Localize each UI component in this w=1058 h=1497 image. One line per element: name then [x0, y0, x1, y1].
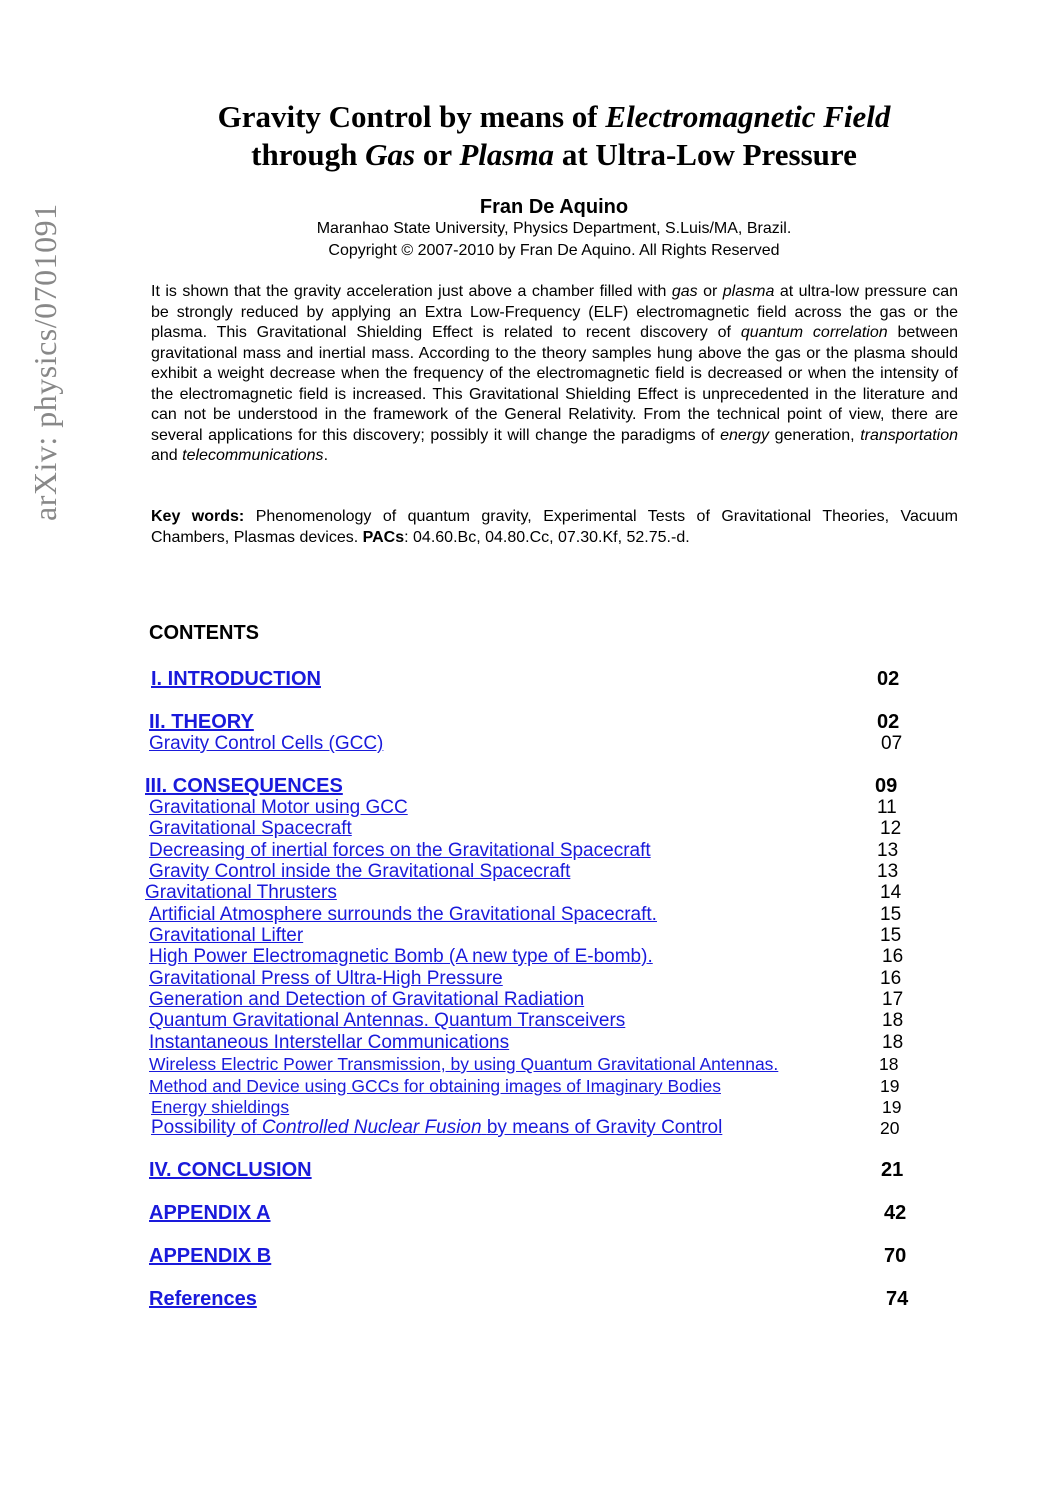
toc-page-number: 17 [882, 989, 904, 1010]
toc-page-number: 13 [877, 840, 899, 861]
abstract-text: or [703, 283, 718, 300]
title-text: through [251, 137, 358, 172]
toc-link[interactable]: IV. CONCLUSION [149, 1159, 312, 1181]
toc-page-number: 18 [882, 1032, 904, 1053]
toc-entry-gravity-control-spacecraft[interactable] [149, 861, 909, 883]
toc-page-number: 15 [880, 904, 902, 925]
toc-page-number: 21 [881, 1159, 904, 1181]
toc-link-text-italic[interactable]: Controlled Nuclear Fusion [261, 1117, 482, 1138]
toc-link[interactable]: Instantaneous Interstellar Communications [149, 1032, 510, 1053]
toc-entry-imaginary-bodies[interactable] [149, 1075, 909, 1097]
toc-page-number: 20 [880, 1118, 900, 1138]
toc-page-number: 15 [880, 925, 902, 946]
title-text-italic: Plasma [459, 137, 555, 172]
toc-entry-gravitational-radiation[interactable] [149, 989, 909, 1011]
toc-entry-gravitational-motor[interactable] [149, 797, 909, 819]
toc-page-number: 12 [880, 818, 902, 839]
toc-entry-lifter[interactable] [149, 925, 909, 947]
toc-page-number: 02 [877, 668, 900, 690]
toc-link[interactable]: Artificial Atmosphere surrounds the Gravitational Spacecraft. [149, 904, 657, 925]
toc-entry-e-bomb[interactable] [149, 946, 909, 968]
title-text: at Ultra-Low Pressure [561, 137, 857, 172]
abstract-text: at ultra-low pressure can be strongly reduced by applying an Extra Low-Frequency (ELF) electromagnetic field across the gas or the plasma. This Gravitational Shielding Effect is related to recent discovery of [151, 283, 959, 341]
abstract-text: generation, [774, 426, 855, 444]
keywords-text: Phenomenology of quantum gravity, Experimental Tests of Gravitational Theories, Vacuum Chambers, Plasmas devices. [151, 508, 958, 546]
abstract-text: . [323, 447, 329, 464]
toc-link[interactable]: Gravity Control Cells (GCC) [149, 733, 384, 754]
toc-link[interactable]: APPENDIX A [149, 1202, 271, 1224]
toc-entry-interstellar[interactable] [149, 1032, 909, 1054]
pacs-label: PACs [362, 528, 405, 546]
toc-link[interactable]: Gravitational Lifter [149, 925, 304, 946]
toc-link[interactable]: III. CONSEQUENCES [145, 775, 343, 797]
abstract [151, 282, 958, 467]
author-name: Fran De Aquino [479, 196, 629, 218]
author-affiliation: Maranhao State University, Physics Department, S.Luis/MA, Brazil. [316, 220, 792, 237]
toc-link[interactable]: I. INTRODUCTION [151, 668, 321, 690]
abstract-emphasis: energy [720, 426, 769, 444]
arxiv-stamp [25, 190, 65, 535]
toc-entry-energy-shieldings[interactable] [149, 1096, 909, 1118]
toc-link[interactable]: APPENDIX B [149, 1245, 272, 1267]
abstract-emphasis: plasma [722, 283, 775, 300]
toc-link[interactable]: Energy shieldings [151, 1097, 290, 1117]
toc-link[interactable]: Wireless Electric Power Transmission, by using Quantum Gravitational Antennas. [149, 1054, 779, 1074]
toc-page-number: 16 [880, 968, 902, 989]
copyright-notice: Copyright © 2007-2010 by Fran De Aquino. All Rights Reserved [328, 242, 780, 259]
toc-entry-theory[interactable] [149, 711, 909, 733]
abstract-text: and [151, 447, 178, 464]
toc-link[interactable]: Gravitational Spacecraft [149, 818, 352, 839]
abstract-emphasis: transportation [860, 426, 959, 444]
toc-link[interactable]: II. THEORY [149, 711, 254, 733]
toc-link-text[interactable]: by means of Gravity Control [486, 1117, 723, 1138]
contents-heading: CONTENTS [149, 622, 259, 644]
toc-link[interactable]: Quantum Gravitational Antennas. Quantum Transceivers [149, 1010, 626, 1031]
keywords [151, 507, 958, 548]
toc-page-number: 09 [875, 775, 898, 797]
toc-entry-inertial-forces[interactable] [149, 840, 909, 862]
toc-page-number: 19 [880, 1076, 900, 1096]
toc-entry-appendix-b[interactable] [149, 1245, 909, 1267]
toc-link[interactable]: High Power Electromagnetic Bomb (A new type of E-bomb). [149, 946, 653, 967]
toc-page-number: 07 [881, 733, 903, 754]
toc-page-number: 19 [882, 1097, 902, 1117]
abstract-text: between gravitational mass and inertial mass. According to the theory samples hung above the gas or the plasma should exhibit a weight decrease when the frequency of the electromagnetic field is decreased or when the intensity of the electromagnetic field is increased. This Gravitational Shielding Effect is unprecedented in the literature and can not be understood in the framework of the General Relativity. From the technical point of view, there are several applications for this discovery; possibly it will change the paradigms of [151, 324, 958, 444]
toc-link[interactable] [151, 1117, 722, 1139]
toc-page-number: 13 [877, 861, 899, 882]
paper-title [150, 98, 958, 174]
arxiv-identifier: arXiv: physics/0701091 [27, 203, 63, 522]
toc-entry-gravitational-spacecraft[interactable] [149, 818, 909, 840]
toc-page-number: 16 [882, 946, 904, 967]
toc-link[interactable]: Method and Device using GCCs for obtaining images of Imaginary Bodies [149, 1076, 721, 1096]
toc-page-number: 18 [882, 1010, 904, 1031]
toc-entry-press[interactable] [149, 968, 909, 990]
toc-entry-references[interactable] [149, 1288, 909, 1310]
toc-entry-consequences[interactable] [145, 775, 909, 797]
title-text: Gravity Control by means of [217, 99, 598, 134]
toc-link[interactable]: Gravitational Motor using GCC [149, 797, 408, 818]
toc-link[interactable]: References [149, 1288, 257, 1310]
toc-entry-conclusion[interactable] [149, 1159, 909, 1181]
toc-page-number: 18 [879, 1054, 899, 1074]
toc-entry-introduction[interactable] [149, 668, 909, 690]
toc-entry-gcc[interactable] [149, 733, 909, 755]
toc-link[interactable]: Decreasing of inertial forces on the Gravitational Spacecraft [149, 840, 651, 861]
title-text-italic: Gas [365, 137, 416, 172]
toc-link[interactable]: Gravitational Press of Ultra-High Pressure [149, 968, 503, 989]
toc-page-number: 02 [877, 711, 900, 733]
toc-entry-quantum-antennas[interactable] [149, 1010, 909, 1032]
toc-page-number: 11 [877, 797, 897, 818]
title-text: or [422, 137, 452, 172]
toc-entry-nuclear-fusion[interactable] [149, 1117, 909, 1139]
toc-link[interactable]: Generation and Detection of Gravitational Radiation [149, 989, 585, 1010]
toc-entry-appendix-a[interactable] [149, 1202, 909, 1224]
toc-entry-wireless-power[interactable] [149, 1053, 909, 1075]
abstract-emphasis: quantum correlation [740, 324, 888, 341]
toc-page-number: 74 [886, 1288, 909, 1310]
toc-link[interactable]: Gravitational Thrusters [145, 882, 337, 903]
abstract-text: It is shown that the gravity acceleration just above a chamber filled with [151, 283, 667, 300]
keywords-label: Key words: [151, 508, 245, 525]
pacs-codes: : 04.60.Bc, 04.80.Cc, 07.30.Kf, 52.75.-d. [404, 528, 690, 546]
toc-entry-thrusters[interactable] [145, 882, 909, 904]
abstract-emphasis: gas [671, 283, 698, 300]
toc-page-number: 70 [884, 1245, 907, 1267]
toc-link[interactable]: Gravity Control inside the Gravitational Spacecraft [149, 861, 571, 882]
title-text-italic: Electromagnetic Field [605, 99, 891, 134]
toc-entry-artificial-atmosphere[interactable] [149, 904, 909, 926]
toc-page-number: 42 [884, 1202, 907, 1224]
toc-page-number: 14 [880, 882, 902, 903]
abstract-emphasis: telecommunications [182, 447, 324, 464]
toc-link-text[interactable]: Possibility of [151, 1117, 257, 1138]
